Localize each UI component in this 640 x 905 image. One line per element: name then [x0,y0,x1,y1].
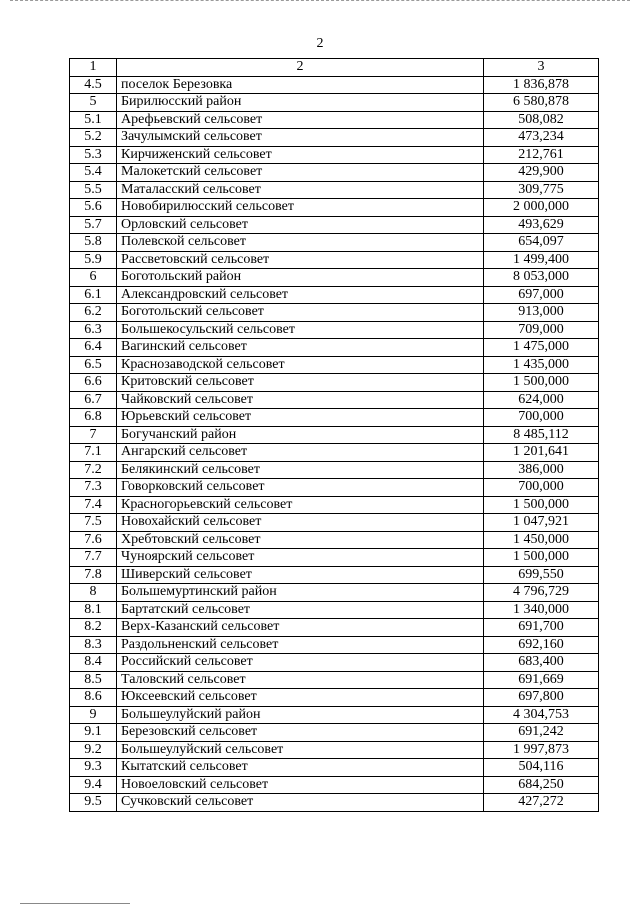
row-name-cell: Новоеловский сельсовет [117,776,484,794]
row-number-cell: 5.1 [70,111,117,129]
row-name-cell: Новохайский сельсовет [117,514,484,532]
row-amount-cell: 700,000 [484,409,599,427]
row-amount-cell: 212,761 [484,146,599,164]
table-row [70,251,599,269]
row-number-cell: 7.8 [70,566,117,584]
row-number-cell: 5.8 [70,234,117,252]
column-header-amount: 3 [484,59,599,77]
table-row [70,374,599,392]
row-number-cell: 9.2 [70,741,117,759]
row-name-cell: Юксеевский сельсовет [117,689,484,707]
row-name-cell: Верх-Казанский сельсовет [117,619,484,637]
row-name-cell: Белякинский сельсовет [117,461,484,479]
table-row [70,164,599,182]
table-row [70,584,599,602]
table-row [70,479,599,497]
table-row [70,654,599,672]
row-amount-cell: 1 450,000 [484,531,599,549]
row-name-cell: Рассветовский сельсовет [117,251,484,269]
row-number-cell: 6 [70,269,117,287]
row-name-cell: Чайковский сельсовет [117,391,484,409]
table-row [70,741,599,759]
row-amount-cell: 624,000 [484,391,599,409]
row-amount-cell: 691,700 [484,619,599,637]
row-number-cell: 8.1 [70,601,117,619]
table-row [70,706,599,724]
row-number-cell: 9.3 [70,759,117,777]
row-amount-cell: 1 475,000 [484,339,599,357]
row-name-cell: Критовский сельсовет [117,374,484,392]
row-number-cell: 9 [70,706,117,724]
table-row [70,129,599,147]
row-number-cell: 5.4 [70,164,117,182]
column-header-name: 2 [117,59,484,77]
table-row [70,339,599,357]
row-number-cell: 6.2 [70,304,117,322]
budget-table [69,58,599,812]
row-name-cell: Новобирилюсский сельсовет [117,199,484,217]
row-name-cell: Арефьевский сельсовет [117,111,484,129]
row-amount-cell: 1 435,000 [484,356,599,374]
row-name-cell: Зачулымский сельсовет [117,129,484,147]
table-row [70,76,599,94]
row-number-cell: 7.4 [70,496,117,514]
row-number-cell: 6.5 [70,356,117,374]
row-name-cell: Полевской сельсовет [117,234,484,252]
row-name-cell: Таловский сельсовет [117,671,484,689]
row-number-cell: 7.6 [70,531,117,549]
table-row [70,146,599,164]
table-row [70,321,599,339]
table-row [70,356,599,374]
row-number-cell: 6.7 [70,391,117,409]
top-scan-edge [10,0,630,1]
table-row [70,391,599,409]
row-number-cell: 8.2 [70,619,117,637]
row-amount-cell: 691,669 [484,671,599,689]
table-row [70,461,599,479]
row-amount-cell: 4 796,729 [484,584,599,602]
table-row [70,409,599,427]
row-name-cell: Александровский сельсовет [117,286,484,304]
row-amount-cell: 427,272 [484,794,599,812]
row-number-cell: 8.3 [70,636,117,654]
table-row [70,601,599,619]
row-amount-cell: 6 580,878 [484,94,599,112]
row-name-cell: Большемуртинский район [117,584,484,602]
page-number: 2 [316,36,324,51]
table-row [70,549,599,567]
table-row [70,776,599,794]
row-number-cell: 5.7 [70,216,117,234]
row-name-cell: Сучковский сельсовет [117,794,484,812]
table-row [70,199,599,217]
table-row [70,759,599,777]
row-amount-cell: 684,250 [484,776,599,794]
row-number-cell: 7.3 [70,479,117,497]
row-amount-cell: 1 500,000 [484,549,599,567]
row-amount-cell: 913,000 [484,304,599,322]
row-name-cell: Кытатский сельсовет [117,759,484,777]
row-name-cell: Большеулуйский сельсовет [117,741,484,759]
row-number-cell: 7 [70,426,117,444]
row-name-cell: Кирчиженский сельсовет [117,146,484,164]
row-amount-cell: 1 836,878 [484,76,599,94]
table-row [70,304,599,322]
table-row [70,234,599,252]
row-amount-cell: 700,000 [484,479,599,497]
table-row [70,111,599,129]
table-row [70,181,599,199]
table-row [70,444,599,462]
row-number-cell: 5 [70,94,117,112]
row-name-cell: Большеулуйский район [117,706,484,724]
row-number-cell: 7.5 [70,514,117,532]
table-row [70,286,599,304]
row-name-cell: Юрьевский сельсовет [117,409,484,427]
table-row [70,269,599,287]
row-number-cell: 5.6 [70,199,117,217]
row-name-cell: Ангарский сельсовет [117,444,484,462]
row-amount-cell: 691,242 [484,724,599,742]
row-amount-cell: 699,550 [484,566,599,584]
row-amount-cell: 309,775 [484,181,599,199]
row-amount-cell: 1 340,000 [484,601,599,619]
table-header-row [70,59,599,77]
row-name-cell: Богучанский район [117,426,484,444]
row-name-cell: Малокетский сельсовет [117,164,484,182]
table-row [70,636,599,654]
table-row [70,426,599,444]
row-number-cell: 9.5 [70,794,117,812]
row-amount-cell: 709,000 [484,321,599,339]
table-body [70,76,599,811]
row-amount-cell: 473,234 [484,129,599,147]
row-amount-cell: 697,800 [484,689,599,707]
row-amount-cell: 683,400 [484,654,599,672]
row-name-cell: Боготольский район [117,269,484,287]
footnote-rule [20,903,130,904]
row-number-cell: 7.7 [70,549,117,567]
row-amount-cell: 4 304,753 [484,706,599,724]
row-number-cell: 6.1 [70,286,117,304]
table-row [70,566,599,584]
row-name-cell: Орловский сельсовет [117,216,484,234]
row-number-cell: 4.5 [70,76,117,94]
table-row [70,794,599,812]
row-amount-cell: 1 201,641 [484,444,599,462]
row-number-cell: 5.3 [70,146,117,164]
table-row [70,94,599,112]
row-number-cell: 9.4 [70,776,117,794]
row-number-cell: 8.6 [70,689,117,707]
row-name-cell: Чуноярский сельсовет [117,549,484,567]
row-name-cell: Говорковский сельсовет [117,479,484,497]
row-number-cell: 6.3 [70,321,117,339]
row-amount-cell: 1 997,873 [484,741,599,759]
row-amount-cell: 692,160 [484,636,599,654]
row-number-cell: 6.8 [70,409,117,427]
column-header-number: 1 [70,59,117,77]
row-number-cell: 6.6 [70,374,117,392]
row-name-cell: Красногорьевский сельсовет [117,496,484,514]
table-row [70,216,599,234]
row-name-cell: Бирилюсский район [117,94,484,112]
row-amount-cell: 697,000 [484,286,599,304]
row-number-cell: 5.5 [70,181,117,199]
row-amount-cell: 493,629 [484,216,599,234]
table-row [70,619,599,637]
row-amount-cell: 508,082 [484,111,599,129]
table-row [70,671,599,689]
row-name-cell: Раздольненский сельсовет [117,636,484,654]
row-amount-cell: 429,900 [484,164,599,182]
row-name-cell: Маталасский сельсовет [117,181,484,199]
row-name-cell: Вагинский сельсовет [117,339,484,357]
row-amount-cell: 504,116 [484,759,599,777]
row-name-cell: Большекосульский сельсовет [117,321,484,339]
row-name-cell: Шиверский сельсовет [117,566,484,584]
row-amount-cell: 1 499,400 [484,251,599,269]
row-number-cell: 5.2 [70,129,117,147]
row-number-cell: 9.1 [70,724,117,742]
row-name-cell: Краснозаводской сельсовет [117,356,484,374]
row-amount-cell: 8 485,112 [484,426,599,444]
row-name-cell: Боготольский сельсовет [117,304,484,322]
row-name-cell: Бартатский сельсовет [117,601,484,619]
row-number-cell: 5.9 [70,251,117,269]
row-number-cell: 8 [70,584,117,602]
row-name-cell: Хребтовский сельсовет [117,531,484,549]
row-amount-cell: 1 500,000 [484,374,599,392]
row-amount-cell: 654,097 [484,234,599,252]
row-number-cell: 7.2 [70,461,117,479]
row-amount-cell: 386,000 [484,461,599,479]
table-row [70,496,599,514]
table-row [70,724,599,742]
row-amount-cell: 1 500,000 [484,496,599,514]
row-amount-cell: 1 047,921 [484,514,599,532]
table-row [70,531,599,549]
row-number-cell: 6.4 [70,339,117,357]
row-number-cell: 8.4 [70,654,117,672]
row-name-cell: Березовский сельсовет [117,724,484,742]
row-amount-cell: 8 053,000 [484,269,599,287]
row-number-cell: 8.5 [70,671,117,689]
table-row [70,689,599,707]
row-number-cell: 7.1 [70,444,117,462]
row-name-cell: поселок Березовка [117,76,484,94]
table-row [70,514,599,532]
row-name-cell: Российский сельсовет [117,654,484,672]
row-amount-cell: 2 000,000 [484,199,599,217]
